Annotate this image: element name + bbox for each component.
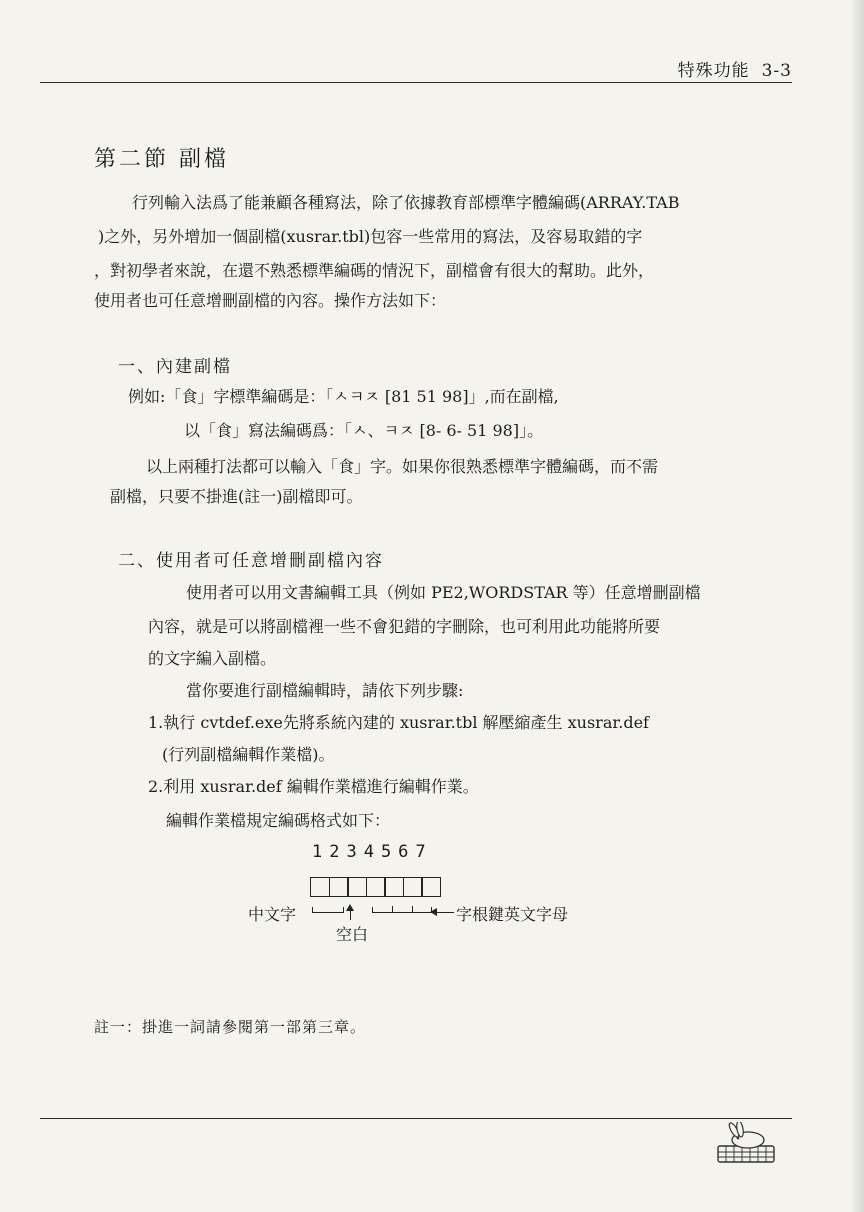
subsection-title-builtin: 一、內建副檔: [118, 357, 232, 377]
subsection-title-user-edit: 二、使用者可任意增刪副檔內容: [118, 551, 384, 571]
bracket-key-letters: [372, 906, 432, 913]
intro-line: 使用者也可任意增刪副檔的內容。操作方法如下：: [94, 291, 447, 310]
format-box: [403, 877, 423, 897]
running-header: [678, 56, 792, 81]
format-box: [421, 877, 441, 897]
builtin-paragraph-line: 副檔，只要不掛進(註一)副檔即可。: [110, 487, 363, 506]
format-box: [366, 877, 386, 897]
chapter-title: 特殊功能: [677, 61, 750, 81]
bracket-tick: [392, 906, 393, 912]
format-boxes: [310, 877, 440, 897]
format-box: [310, 877, 330, 897]
format-box: [384, 877, 404, 897]
intro-line: ，對初學者來說，在還不熟悉標準編碼的情況下，副檔會有很大的幫助。此外，: [94, 261, 655, 280]
format-intro: 編輯作業檔規定編碼格式如下：: [166, 811, 391, 830]
format-column-numbers: 1234567: [312, 842, 433, 862]
footnote: 註一：掛進一詞請參閱第一部第三章。: [94, 1018, 367, 1036]
page-number: 3-3: [761, 61, 792, 81]
example-standard-code: 例如:「食」字標準編碼是：「ㅅㅋㅈ [81 51 98]」,而在副檔,: [128, 387, 559, 406]
bracket-chinese-char: [312, 906, 344, 913]
label-chinese-char: 中文字: [248, 905, 297, 924]
label-key-letters: 字根鍵英文字母: [456, 905, 569, 924]
user-edit-paragraph-line: 的文字編入副檔。: [148, 649, 277, 668]
example-supplement-code: 以「食」寫法編碼爲：「ㅅ、ㅋㅈ [8- 6- 51 98]」。: [184, 421, 544, 440]
builtin-paragraph-line: 以上兩種打法都可以輸入「食」字。如果你很熟悉標準字體編碼，而不需: [146, 457, 659, 476]
format-box: [347, 877, 367, 897]
intro-line: )之外，另外增加一個副檔(xusrar.tbl)包容一些常用的寫法，及容易取錯的字: [98, 227, 643, 246]
footer-rule: [40, 1118, 792, 1119]
rabbit-on-keyboard-logo-icon: [712, 1122, 780, 1166]
label-space: 空白: [336, 925, 369, 944]
format-box: [329, 877, 349, 897]
steps-intro: 當你要進行副檔編輯時，請依下列步驟:: [186, 681, 464, 700]
header-rule: [40, 82, 792, 83]
step-1-continued: (行列副檔編輯作業檔)。: [162, 745, 335, 764]
user-edit-paragraph-line: 內容，就是可以將副檔裡一些不會犯錯的字刪除，也可利用此功能將所要: [148, 617, 661, 636]
arrow-up-icon: [350, 906, 351, 920]
step-2: 2.利用 xusrar.def 編輯作業檔進行編輯作業。: [148, 777, 479, 796]
user-edit-paragraph-line: 使用者可以用文書編輯工具（例如 PE2,WORDSTAR 等）任意增刪副檔: [186, 583, 701, 602]
step-1: 1.執行 cvtdef.exe先將系統內建的 xusrar.tbl 解壓縮產生 xusrar.def: [148, 713, 649, 732]
arrow-left-icon: [432, 912, 454, 913]
section-title: 第二節 副檔: [94, 147, 229, 172]
bracket-tick: [412, 906, 413, 912]
intro-line: 行列輸入法爲了能兼顧各種寫法，除了依據教育部標準字體編碼(ARRAY.TAB: [132, 193, 680, 212]
